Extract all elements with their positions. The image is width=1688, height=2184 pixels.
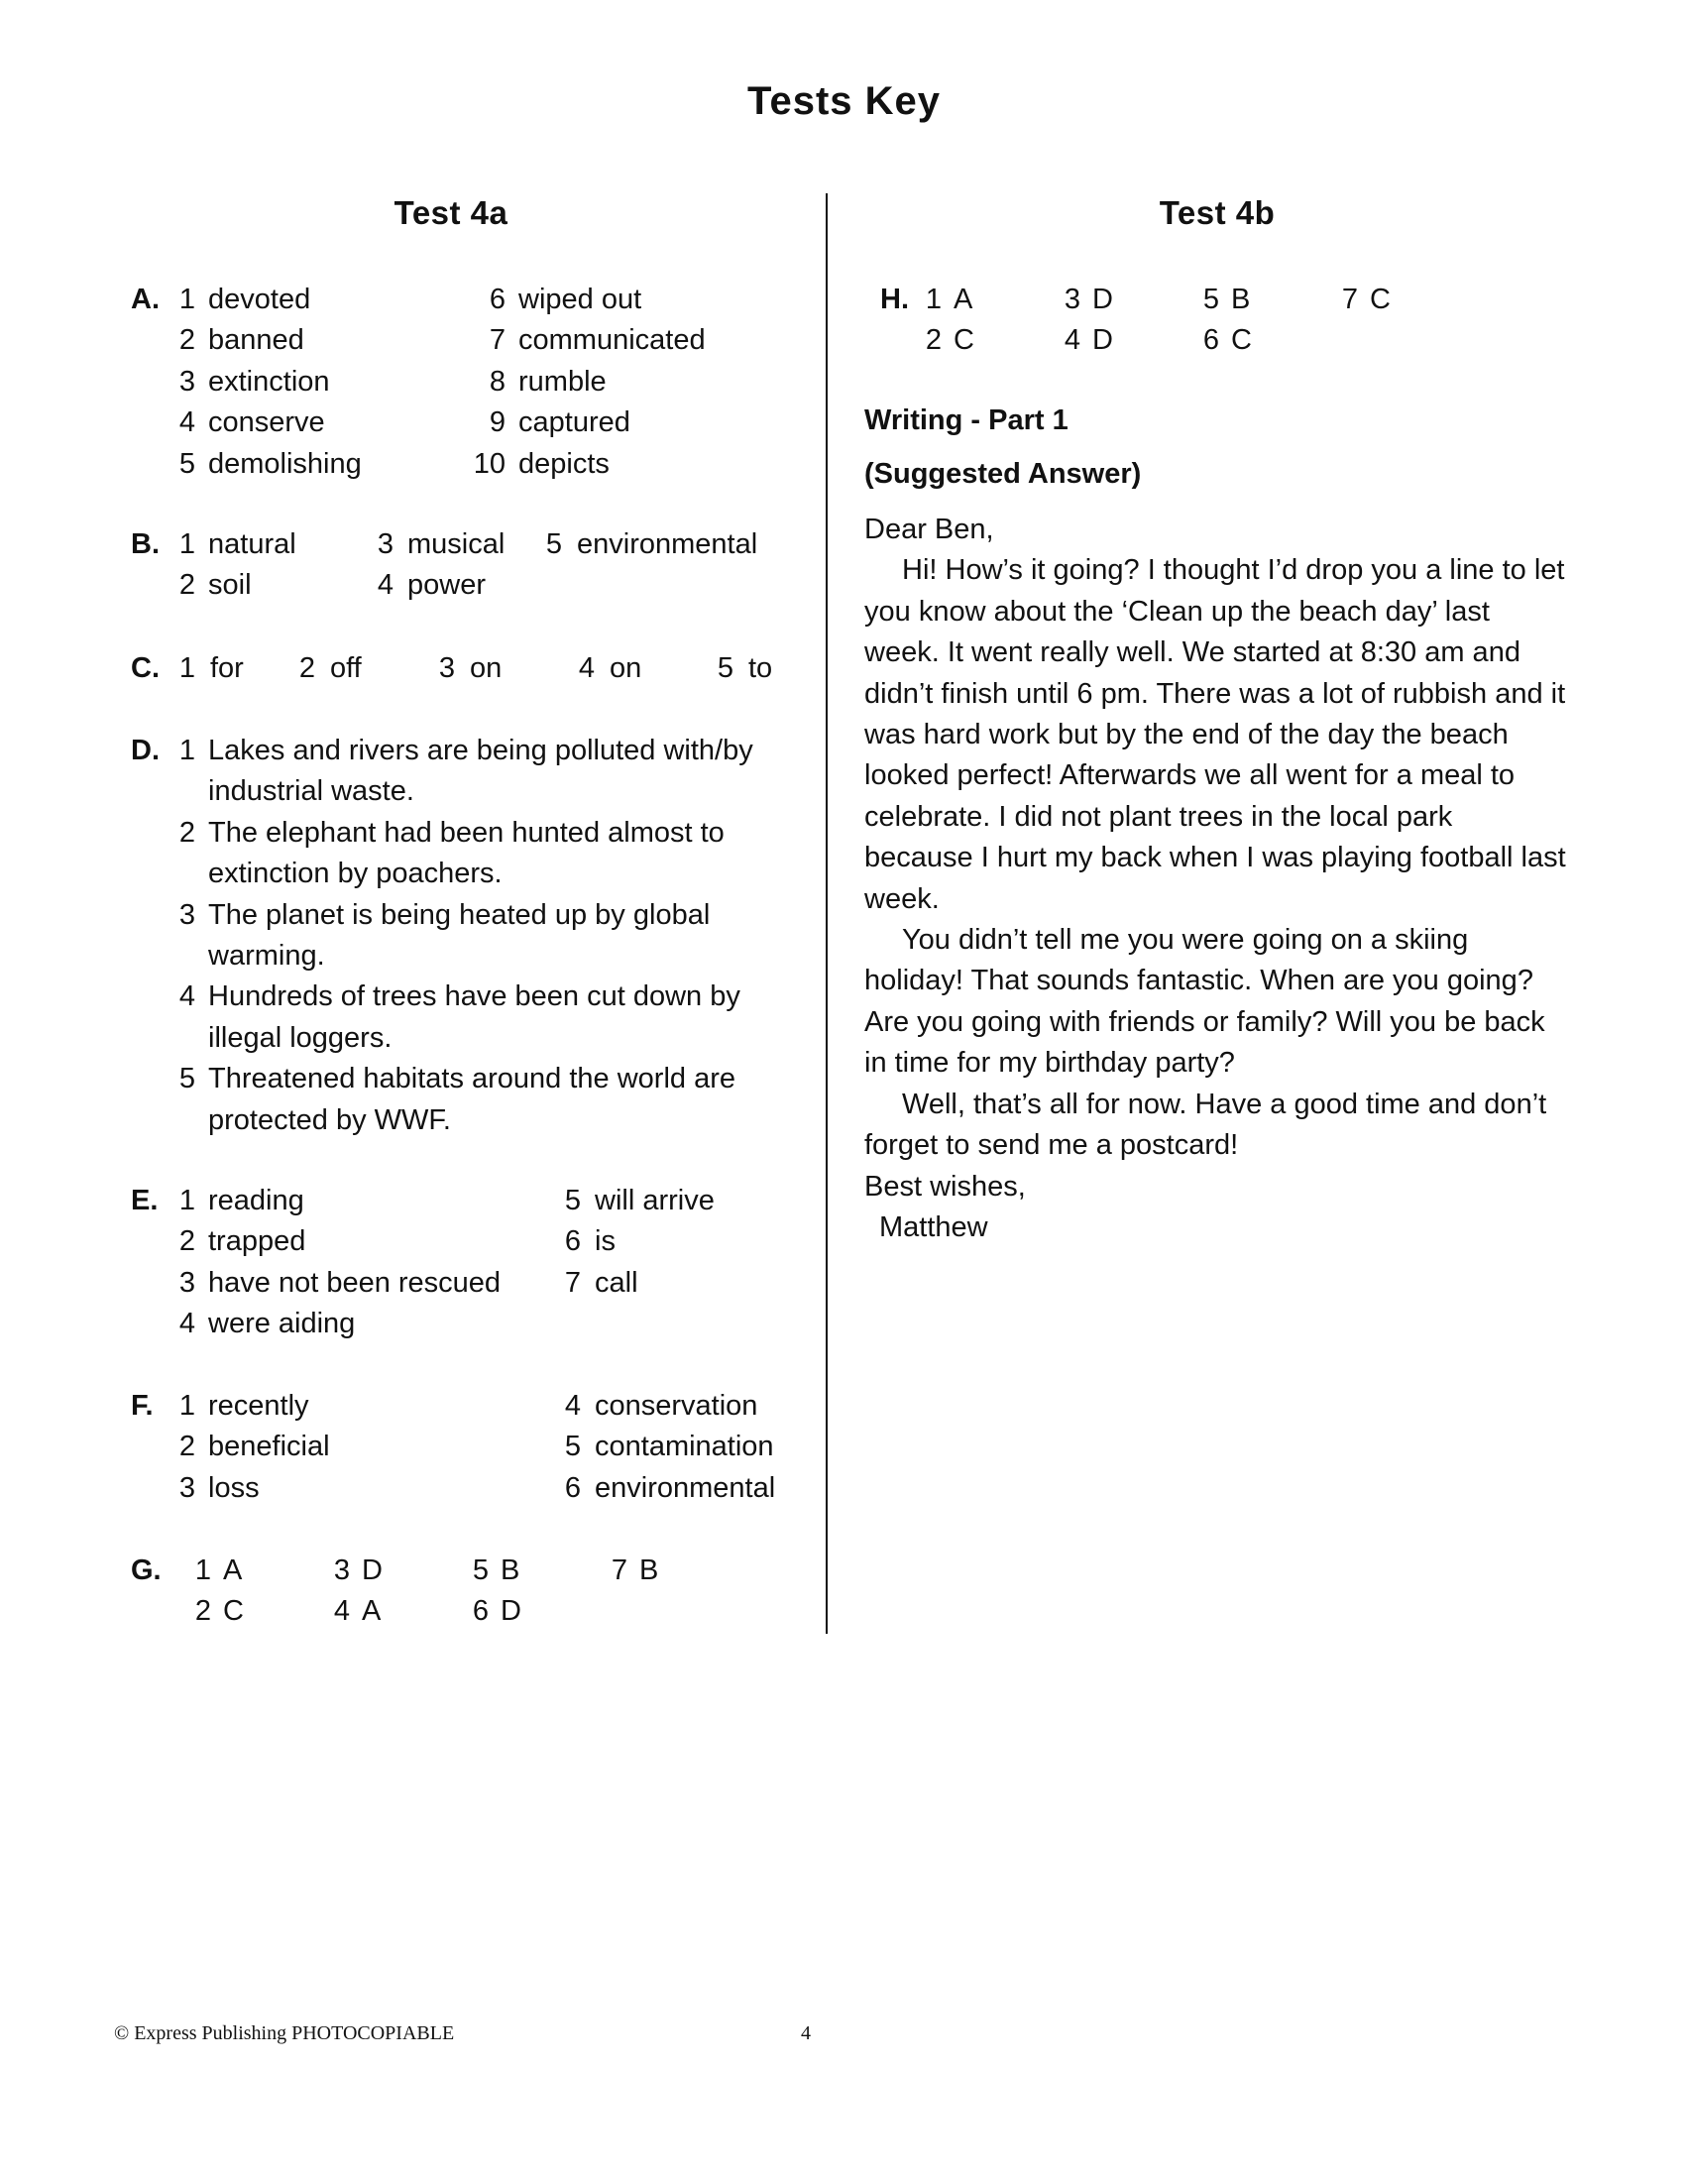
section-label-g: G.	[131, 1554, 162, 1586]
answer-text: captured	[518, 406, 630, 439]
item-number: 4	[564, 1390, 581, 1422]
item-number: 1	[925, 284, 942, 315]
answer-text: communicated	[518, 324, 706, 357]
item-number: 4	[377, 569, 394, 602]
item-number: 2	[925, 324, 942, 357]
answer-text: C	[954, 324, 974, 357]
item-number: 9	[489, 406, 506, 439]
item-number: 4	[333, 1595, 350, 1628]
answer-text: for	[210, 652, 244, 684]
column-divider	[826, 193, 828, 1634]
answer-text: natural	[208, 528, 296, 560]
answer-text: A	[223, 1554, 243, 1586]
answer-text: A	[954, 284, 973, 315]
item-number: 5	[545, 528, 562, 560]
item-number: 1	[178, 1390, 195, 1422]
answer-text: B	[501, 1554, 520, 1586]
section-label-d: D.	[131, 735, 160, 766]
answer-text: power	[407, 569, 486, 602]
answer-text: will arrive	[595, 1185, 715, 1216]
answer-text: B	[639, 1554, 659, 1586]
answer-line-1: Lakes and rivers are being polluted with/by	[208, 735, 753, 766]
item-number: 1	[178, 528, 195, 560]
answer-text: is	[595, 1225, 616, 1258]
item-number: 1	[194, 1554, 211, 1586]
answer-text: devoted	[208, 284, 311, 315]
answer-text: on	[470, 652, 503, 684]
letter-paragraph-2: You didn’t tell me you were going on a skiing holiday! That sounds fantastic. When are you going? Are you going with friends or family? Will you be back in time for my birthday party?	[864, 924, 1545, 1080]
item-number: 2	[178, 1431, 195, 1463]
answer-text: depicts	[518, 447, 610, 480]
letter-body	[864, 510, 1568, 1248]
item-number: 5	[472, 1554, 489, 1586]
item-number: 3	[438, 652, 455, 684]
answer-line-1: The elephant had been hunted almost to	[208, 816, 725, 849]
answer-text: soil	[208, 569, 252, 602]
writing-heading	[864, 401, 1069, 441]
answer-text: D	[1092, 284, 1113, 315]
item-number: 7	[564, 1266, 581, 1299]
letter-closing: Best wishes,	[864, 1170, 1026, 1203]
item-number: 5	[178, 1063, 195, 1095]
section-label-f: F.	[131, 1390, 154, 1422]
answer-line-1: Threatened habitats around the world are	[208, 1063, 736, 1095]
letter-paragraph-3: Well, that’s all for now. Have a good time and don’t forget to send me a postcard!	[864, 1088, 1547, 1162]
item-number: 2	[178, 816, 195, 849]
item-number: 5	[717, 652, 733, 684]
answer-text: beneficial	[208, 1431, 330, 1463]
answer-text: environmental	[577, 528, 758, 560]
item-number: 3	[333, 1554, 350, 1586]
answer-text: D	[362, 1554, 383, 1586]
page-title: Tests Key	[746, 79, 941, 123]
item-number: 5	[564, 1185, 581, 1216]
item-number: 7	[1341, 284, 1358, 315]
answer-line-2: industrial waste.	[208, 775, 414, 808]
item-number: 6	[489, 284, 506, 315]
answer-text: off	[330, 652, 362, 684]
item-number: 5	[564, 1431, 581, 1463]
answer-text: wiped out	[518, 284, 642, 315]
answer-text: have not been rescued	[208, 1266, 502, 1299]
section-label-e: E.	[131, 1185, 159, 1216]
answer-line-1: Hundreds of trees have been cut down by	[208, 980, 740, 1013]
answer-text: extinction	[208, 365, 330, 398]
answer-text: C	[1370, 284, 1391, 315]
answer-text: banned	[208, 324, 304, 357]
answer-text: C	[1231, 324, 1252, 357]
answer-line-1: The planet is being heated up by global	[208, 898, 711, 931]
item-number: 4	[178, 1308, 195, 1340]
answer-text: on	[610, 652, 642, 684]
writing-heading-bold: Writing	[864, 404, 963, 436]
answer-line-2: warming.	[208, 940, 325, 972]
answer-text: musical	[407, 528, 506, 560]
left-heading: Test 4a	[394, 194, 508, 231]
letter-greeting: Dear Ben,	[864, 514, 994, 545]
item-number: 8	[489, 365, 506, 398]
item-number: 1	[178, 735, 195, 766]
item-number: 6	[472, 1595, 489, 1628]
item-number: 3	[178, 898, 195, 931]
right-heading: Test 4b	[1159, 194, 1276, 231]
item-number: 3	[377, 528, 394, 560]
answer-text: contamination	[595, 1431, 774, 1463]
item-number: 3	[178, 1266, 195, 1299]
item-number: 2	[178, 1225, 195, 1258]
item-number: 7	[611, 1554, 627, 1586]
item-number: 6	[1202, 324, 1219, 357]
answer-line-2: extinction by poachers.	[208, 858, 503, 890]
item-number: 6	[564, 1471, 581, 1504]
letter-paragraph-1: Hi! How’s it going? I thought I’d drop you a line to let you know about the ‘Clean up the beach day’ last week. It went really well. We started at 8:30 am and didn’t finish until 6 pm. There was a lot of rubbish and it was hard work but by the end of the day the beach looked perfect! Afterwards we all went for a meal to celebrate. I did not plant trees in the local park because I hurt my back when I was playing football last week.	[864, 554, 1566, 915]
answer-line-2: illegal loggers.	[208, 1021, 393, 1054]
item-number: 4	[578, 652, 595, 684]
item-number: 1	[178, 652, 195, 684]
answer-text: C	[223, 1595, 244, 1628]
answer-text: rumble	[518, 365, 607, 398]
section-label-c: C.	[131, 652, 160, 684]
item-number: 6	[564, 1225, 581, 1258]
item-number: 3	[178, 365, 195, 398]
item-number: 2	[298, 652, 315, 684]
answer-text: to	[748, 652, 773, 684]
item-number: 2	[194, 1595, 211, 1628]
answer-text: D	[501, 1595, 521, 1628]
answer-text: demolishing	[208, 447, 362, 480]
item-number: 2	[178, 569, 195, 602]
answer-text: trapped	[208, 1225, 306, 1258]
item-number: 4	[178, 406, 195, 439]
item-number: 4	[1064, 324, 1080, 357]
writing-subheading: (Suggested Answer)	[864, 458, 1142, 490]
item-number: 2	[178, 324, 195, 357]
item-number: 5	[178, 447, 195, 480]
section-label-b: B.	[131, 528, 160, 560]
answer-line-2: protected by WWF.	[208, 1103, 451, 1136]
footer-page-number: 4	[801, 2022, 811, 2044]
item-number: 1	[178, 1185, 195, 1216]
item-number: 7	[489, 324, 506, 357]
answer-text: A	[362, 1595, 382, 1628]
item-number: 4	[178, 980, 195, 1013]
answer-text: environmental	[595, 1471, 776, 1504]
footer-copyright: © Express Publishing PHOTOCOPIABLE	[114, 2022, 455, 2044]
answer-text: loss	[208, 1471, 260, 1504]
answer-text: B	[1231, 284, 1251, 315]
item-number: 3	[1064, 284, 1080, 315]
answer-text: recently	[208, 1390, 309, 1422]
item-number: 10	[473, 447, 506, 480]
writing-heading-rest: - Part 1	[962, 404, 1069, 436]
answer-text: call	[595, 1266, 638, 1299]
answer-text: were aiding	[208, 1308, 356, 1340]
item-number: 5	[1202, 284, 1219, 315]
section-label-h: H.	[880, 284, 909, 315]
item-number: 1	[178, 284, 195, 315]
answer-text: D	[1092, 324, 1113, 357]
answer-text: conservation	[595, 1390, 758, 1422]
answer-text: conserve	[208, 406, 325, 439]
answer-text: reading	[208, 1185, 304, 1216]
item-number: 3	[178, 1471, 195, 1504]
section-label-a: A.	[131, 284, 160, 315]
letter-signature: Matthew	[879, 1210, 988, 1243]
